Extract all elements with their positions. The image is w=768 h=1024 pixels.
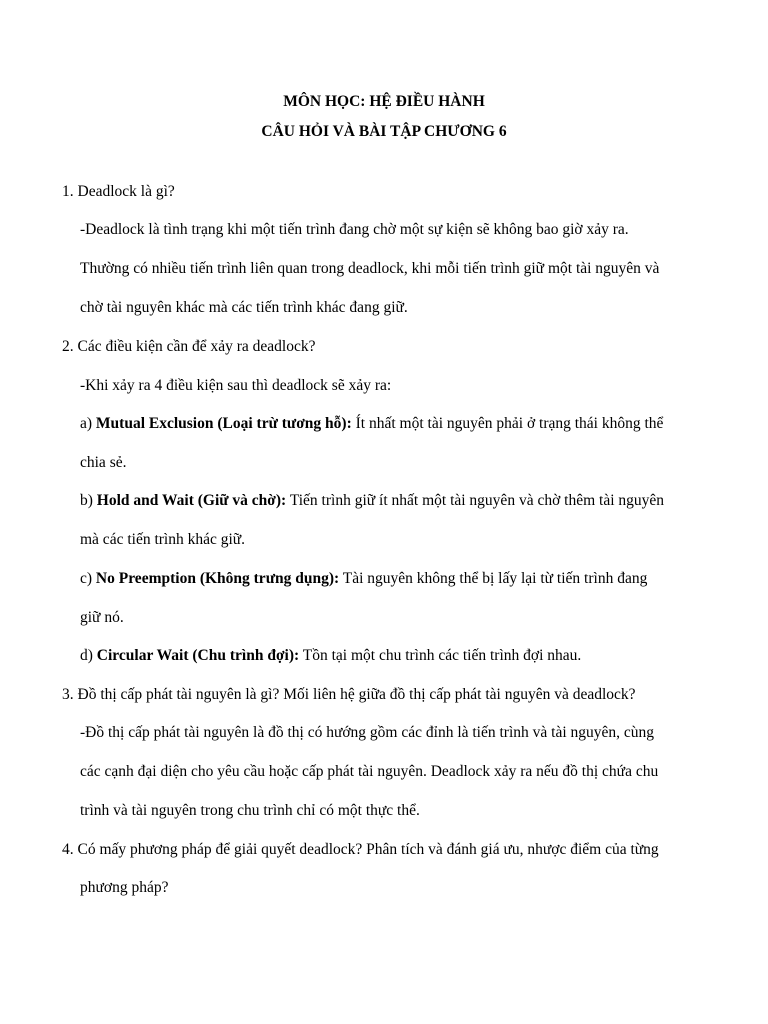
question-1: 1. Deadlock là gì? xyxy=(62,183,175,200)
condition-a-term: Mutual Exclusion (Loại trừ tương hỗ): xyxy=(95,415,352,432)
answer-3-line-2: các cạnh đại diện cho yêu cầu hoặc cấp phát tài nguyên. Deadlock xảy ra nếu đồ thị chứa chu xyxy=(80,763,659,780)
chapter-title: CÂU HỎI VÀ BÀI TẬP CHƯƠNG 6 xyxy=(261,123,507,140)
condition-d-prefix: d) xyxy=(80,647,97,664)
condition-b xyxy=(80,491,664,511)
answer-3-line-1: -Đồ thị cấp phát tài nguyên là đồ thị có hướng gồm các đỉnh là tiến trình và tài nguyên, cùng xyxy=(80,724,655,741)
condition-a-text: Ít nhất một tài nguyên phải ở trạng thái không thể xyxy=(351,415,664,432)
condition-a-continuation: chia sẻ. xyxy=(80,454,127,471)
question-4: 4. Có mấy phương pháp để giải quyết deadlock? Phân tích và đánh giá ưu, nhược điểm của từng xyxy=(62,841,659,858)
answer-1-line-2: Thường có nhiều tiến trình liên quan trong deadlock, khi mỗi tiến trình giữ một tài nguyên và xyxy=(80,260,660,277)
answer-1-line-3: chờ tài nguyên khác mà các tiến trình khác đang giữ. xyxy=(80,299,408,316)
answer-2-intro: -Khi xảy ra 4 điều kiện sau thì deadlock sẽ xảy ra: xyxy=(80,377,392,394)
condition-a xyxy=(80,414,663,434)
condition-c-term: No Preemption (Không trưng dụng): xyxy=(95,570,340,587)
condition-d-text: Tồn tại một chu trình các tiến trình đợi nhau. xyxy=(299,647,582,664)
answer-3-line-3: trình và tài nguyên trong chu trình chỉ có một thực thể. xyxy=(80,802,420,819)
condition-a-prefix: a) xyxy=(80,415,96,432)
condition-c-continuation: giữ nó. xyxy=(80,609,124,626)
question-3: 3. Đồ thị cấp phát tài nguyên là gì? Mối liên hệ giữa đồ thị cấp phát tài nguyên và deadlock? xyxy=(62,686,636,703)
answer-1-line-1: -Deadlock là tình trạng khi một tiến trình đang chờ một sự kiện sẽ không bao giờ xảy ra. xyxy=(80,221,629,238)
subject-title: MÔN HỌC: HỆ ĐIỀU HÀNH xyxy=(283,93,485,110)
condition-c-prefix: c) xyxy=(80,570,96,587)
question-2: 2. Các điều kiện cần để xảy ra deadlock? xyxy=(62,338,316,355)
condition-c xyxy=(80,569,647,589)
condition-d-term: Circular Wait (Chu trình đợi): xyxy=(96,647,300,664)
condition-b-prefix: b) xyxy=(80,492,97,509)
question-4-continuation: phương pháp? xyxy=(80,879,169,896)
condition-b-text: Tiến trình giữ ít nhất một tài nguyên và chờ thêm tài nguyên xyxy=(286,492,665,509)
condition-d xyxy=(80,646,581,666)
condition-b-term: Hold and Wait (Giữ và chờ): xyxy=(96,492,287,509)
condition-c-text: Tài nguyên không thể bị lấy lại từ tiến trình đang xyxy=(339,570,648,587)
condition-b-continuation: mà các tiến trình khác giữ. xyxy=(80,531,246,548)
